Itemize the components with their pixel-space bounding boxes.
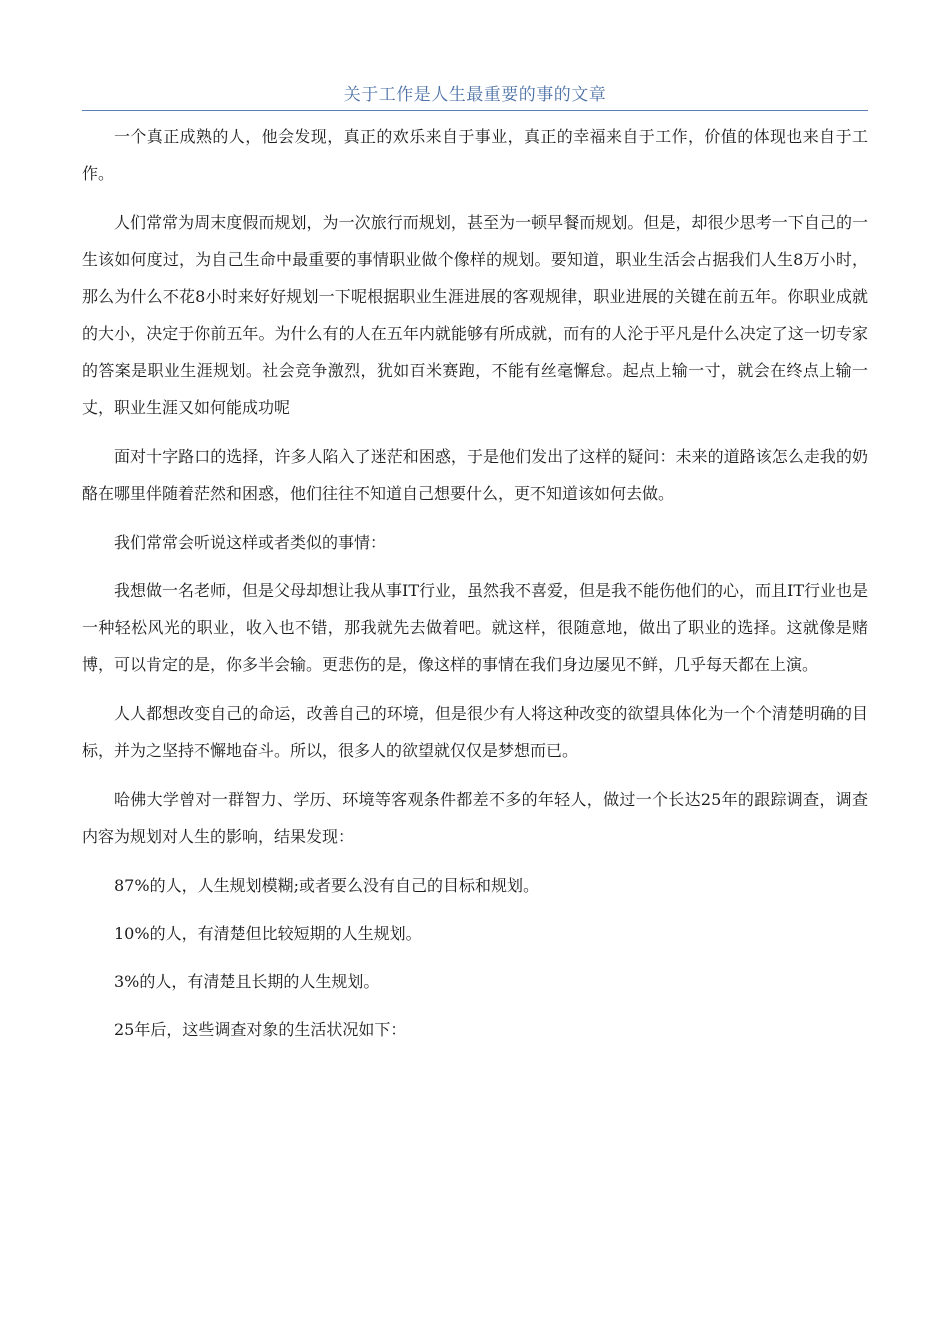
paragraph-9: 10%的人，有清楚但比较短期的人生规划。 <box>114 924 422 943</box>
paragraph-4: 我们常常会听说这样或者类似的事情： <box>114 533 387 552</box>
paragraph-1: 一个真正成熟的人，他会发现，真正的欢乐来自于事业，真正的幸福来自于工作，价值的体现也来自于工作。 <box>82 127 868 183</box>
paragraph-8: 87%的人，人生规划模糊;或者要么没有自己的目标和规划。 <box>114 876 539 895</box>
paragraph-6: 人人都想改变自己的命运，改善自己的环境，但是很少有人将这种改变的欲望具体化为一个个清楚明确的目标，并为之坚持不懈地奋斗。所以，很多人的欲望就仅仅是梦想而已。 <box>82 704 868 760</box>
page-header <box>82 82 868 111</box>
page-title: 关于工作是人生最重要的事的文章 <box>343 85 607 105</box>
article-body <box>82 118 868 1059</box>
paragraph-10: 3%的人，有清楚且长期的人生规划。 <box>114 972 380 991</box>
paragraph-11: 25年后，这些调查对象的生活状况如下： <box>114 1020 407 1039</box>
paragraph-5: 我想做一名老师，但是父母却想让我从事IT行业，虽然我不喜爱，但是我不能伤他们的心，而且IT行业也是一种轻松风光的职业，收入也不错，那我就先去做着吧。就这样，很随意地，做出了职业的选择。这就像是赌博，可以肯定的是，你多半会输。更悲伤的是，像这样的事情在我们身边屡见不鲜，几乎每天都在上演。 <box>82 581 868 674</box>
paragraph-2: 人们常常为周末度假而规划，为一次旅行而规划，甚至为一顿早餐而规划。但是，却很少思考一下自己的一生该如何度过，为自己生命中最重要的事情职业做个像样的规划。要知道，职业生活会占据我们人生8万小时，那么为什么不花8小时来好好规划一下呢根据职业生涯进展的客观规律，职业进展的关键在前五年。你职业成就的大小，决定于你前五年。为什么有的人在五年内就能够有所成就，而有的人沦于平凡是什么决定了这一切专家的答案是职业生涯规划。社会竞争激烈，犹如百米赛跑，不能有丝毫懈怠。起点上输一寸，就会在终点上输一丈，职业生涯又如何能成功呢 <box>82 213 868 417</box>
paragraph-3: 面对十字路口的选择，许多人陷入了迷茫和困惑，于是他们发出了这样的疑问：未来的道路该怎么走我的奶酪在哪里伴随着茫然和困惑，他们往往不知道自己想要什么，更不知道该如何去做。 <box>82 447 868 503</box>
paragraph-7: 哈佛大学曾对一群智力、学历、环境等客观条件都差不多的年轻人，做过一个长达25年的跟踪调查，调查内容为规划对人生的影响，结果发现： <box>82 790 868 846</box>
